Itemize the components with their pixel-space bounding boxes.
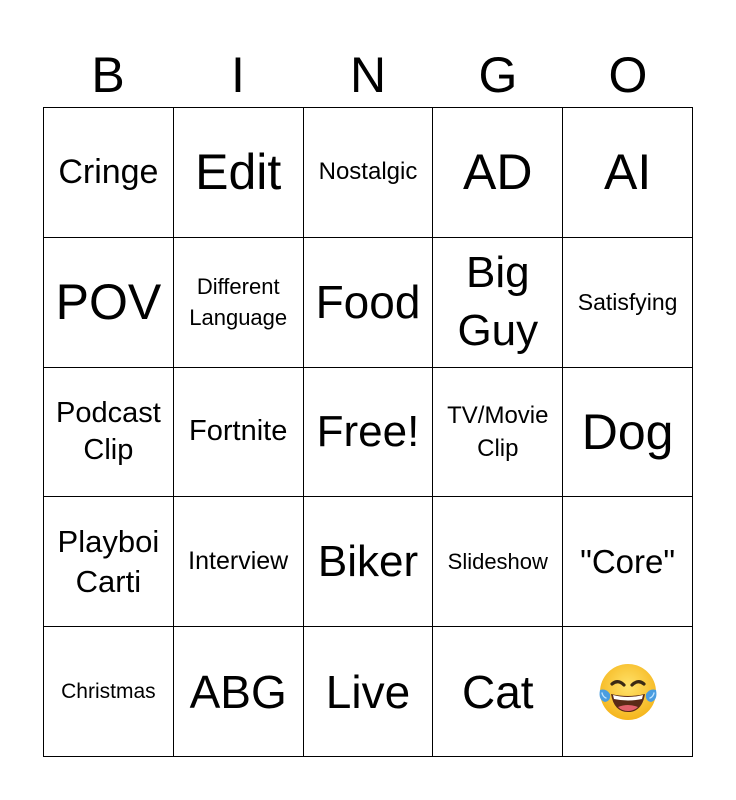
bingo-cell[interactable] [174,238,304,368]
bingo-cell[interactable] [433,238,563,368]
header-letter-i: I [231,47,245,103]
bingo-cell[interactable] [44,108,174,238]
bingo-cell[interactable] [174,108,304,238]
bingo-cell[interactable] [304,497,434,627]
bingo-cell[interactable] [174,627,304,757]
cell-label: Slideshow [447,548,548,574]
cell-label: Biker [317,536,419,586]
header-letter-g: G [478,47,518,103]
bingo-cell[interactable] [563,368,693,498]
cell-label: Podcast Clip [56,396,161,466]
bingo-cell[interactable] [433,108,563,238]
cell-label: Satisfying [577,288,678,315]
bingo-cell[interactable] [44,368,174,498]
cell-label: TV/Movie Clip [447,401,549,462]
cell-label: Different Language [189,274,288,331]
cell-label: Big Guy [457,248,539,356]
cell-label: AI [603,144,652,201]
cell-label: Nostalgic [318,158,418,186]
cell-label: Cat [461,665,534,718]
bingo-cell[interactable] [304,627,434,757]
cell-label: POV [55,274,162,331]
bingo-cell[interactable] [563,238,693,368]
cell-label: Free! [316,406,420,456]
cell-label: AD [463,144,533,201]
bingo-cell[interactable] [304,108,434,238]
header-letter-n: N [349,47,387,103]
cell-label: Fortnite [189,415,288,448]
cell-label: Cringe [58,152,159,191]
cell-label: Interview [188,547,289,576]
cell-label: Dog [581,403,674,460]
bingo-cell[interactable] [174,368,304,498]
laughing-tears-emoji-icon [596,660,660,724]
cell-label: Christmas [61,679,156,703]
bingo-cell[interactable] [563,627,693,757]
bingo-cell[interactable] [563,497,693,627]
bingo-cell[interactable] [433,627,563,757]
bingo-cell[interactable] [433,368,563,498]
cell-label: Playboi Carti [57,523,160,599]
bingo-cell[interactable] [563,108,693,238]
cell-label: Live [325,665,411,718]
bingo-cell[interactable] [433,497,563,627]
cell-label: Food [315,276,421,329]
header-letter-o: O [608,47,648,103]
bingo-grid [43,107,693,757]
cell-label: Edit [195,144,282,201]
bingo-cell[interactable] [174,497,304,627]
bingo-cell[interactable] [44,497,174,627]
cell-label: "Core" [580,542,676,580]
bingo-cell[interactable] [304,368,434,498]
bingo-cell[interactable] [304,238,434,368]
header-letter-b: B [91,47,125,103]
cell-label: ABG [189,665,287,718]
bingo-cell[interactable] [44,627,174,757]
bingo-header [43,44,693,106]
bingo-cell[interactable] [44,238,174,368]
